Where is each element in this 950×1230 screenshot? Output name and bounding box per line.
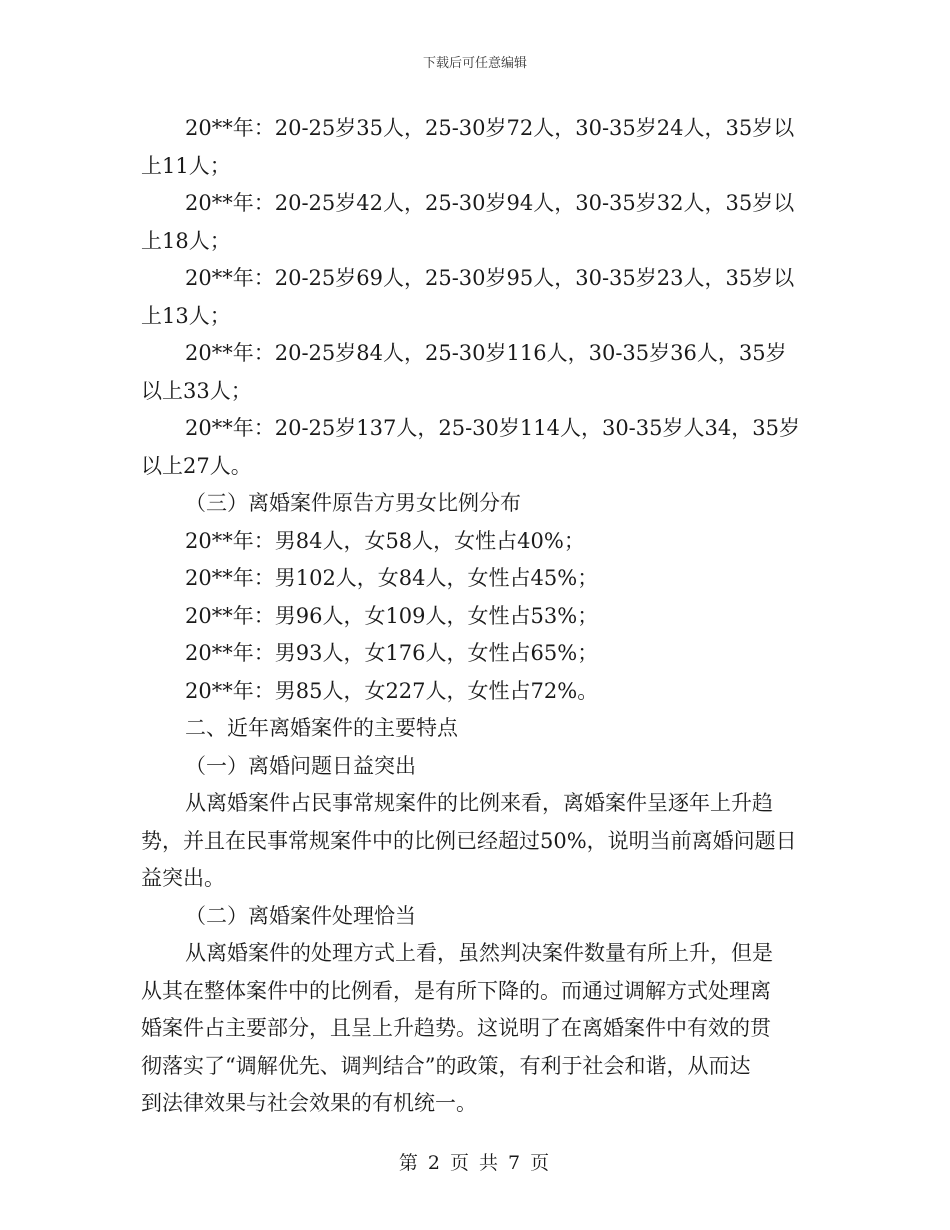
age-stat-line-cont: 以上33人； xyxy=(141,378,252,403)
gender-stat-line: 20**年：男85人，女227人，女性占72%。 xyxy=(185,678,599,703)
paragraph-line: 从其在整体案件中的比例看，是有所下降的。而通过调解方式处理离 xyxy=(141,978,771,1003)
age-stat-line-cont: 上18人； xyxy=(141,228,231,253)
subsection-heading-1: （一）离婚问题日益突出 xyxy=(185,753,416,778)
age-stat-line: 20**年：20-25岁69人，25-30岁95人，30-35岁23人，35岁以 xyxy=(185,266,795,290)
paragraph-line: 从离婚案件的处理方式上看，虽然判决案件数量有所上升，但是 xyxy=(185,941,773,965)
section-heading-gender-ratio: （三）离婚案件原告方男女比例分布 xyxy=(185,491,521,515)
gender-stat-line: 20**年：男93人，女176人，女性占65%； xyxy=(185,641,599,665)
age-stat-line-cont: 上13人； xyxy=(141,303,231,328)
gender-stat-line: 20**年：男96人，女109人，女性占53%； xyxy=(185,603,599,628)
paragraph-line: 从离婚案件占民事常规案件的比例来看，离婚案件呈逐年上升趋 xyxy=(185,791,773,815)
paragraph-line: 到法律效果与社会效果的有机统一。 xyxy=(141,1091,477,1115)
age-stat-line: 20**年：20-25岁84人，25-30岁116人，30-35岁36人，35岁 xyxy=(185,341,787,365)
age-stat-line-cont: 以上27人。 xyxy=(141,453,252,478)
page-header-note: 下载后可任意编辑 xyxy=(422,56,527,71)
age-stat-line: 20**年：20-25岁35人，25-30岁72人，30-35岁24人，35岁以 xyxy=(185,116,795,140)
paragraph-line: 势，并且在民事常规案件中的比例已经超过50%，说明当前离婚问题日 xyxy=(141,828,797,853)
age-stat-line: 20**年：20-25岁137人，25-30岁114人，30-35岁人34，35岁 xyxy=(185,416,800,440)
age-stat-line-cont: 上11人； xyxy=(141,153,231,178)
paragraph-line: 彻落实了“调解优先、调判结合”的政策，有利于社会和谐，从而达 xyxy=(141,1053,751,1078)
gender-stat-line: 20**年：男102人，女84人，女性占45%； xyxy=(185,566,599,590)
subsection-heading-2: （二）离婚案件处理恰当 xyxy=(185,903,416,928)
age-stat-line: 20**年：20-25岁42人，25-30岁94人，30-35岁32人，35岁以 xyxy=(185,191,795,215)
section-heading-main-features: 二、近年离婚案件的主要特点 xyxy=(185,716,458,740)
gender-stat-line: 20**年：男84人，女58人，女性占40%； xyxy=(185,528,585,553)
document-body xyxy=(141,110,806,1123)
paragraph-line: 益突出。 xyxy=(141,866,225,890)
paragraph-line: 婚案件占主要部分，且呈上升趋势。这说明了在离婚案件中有效的贯 xyxy=(141,1016,771,1040)
page-number-footer: 第 2 页 共 7 页 xyxy=(398,1152,552,1174)
